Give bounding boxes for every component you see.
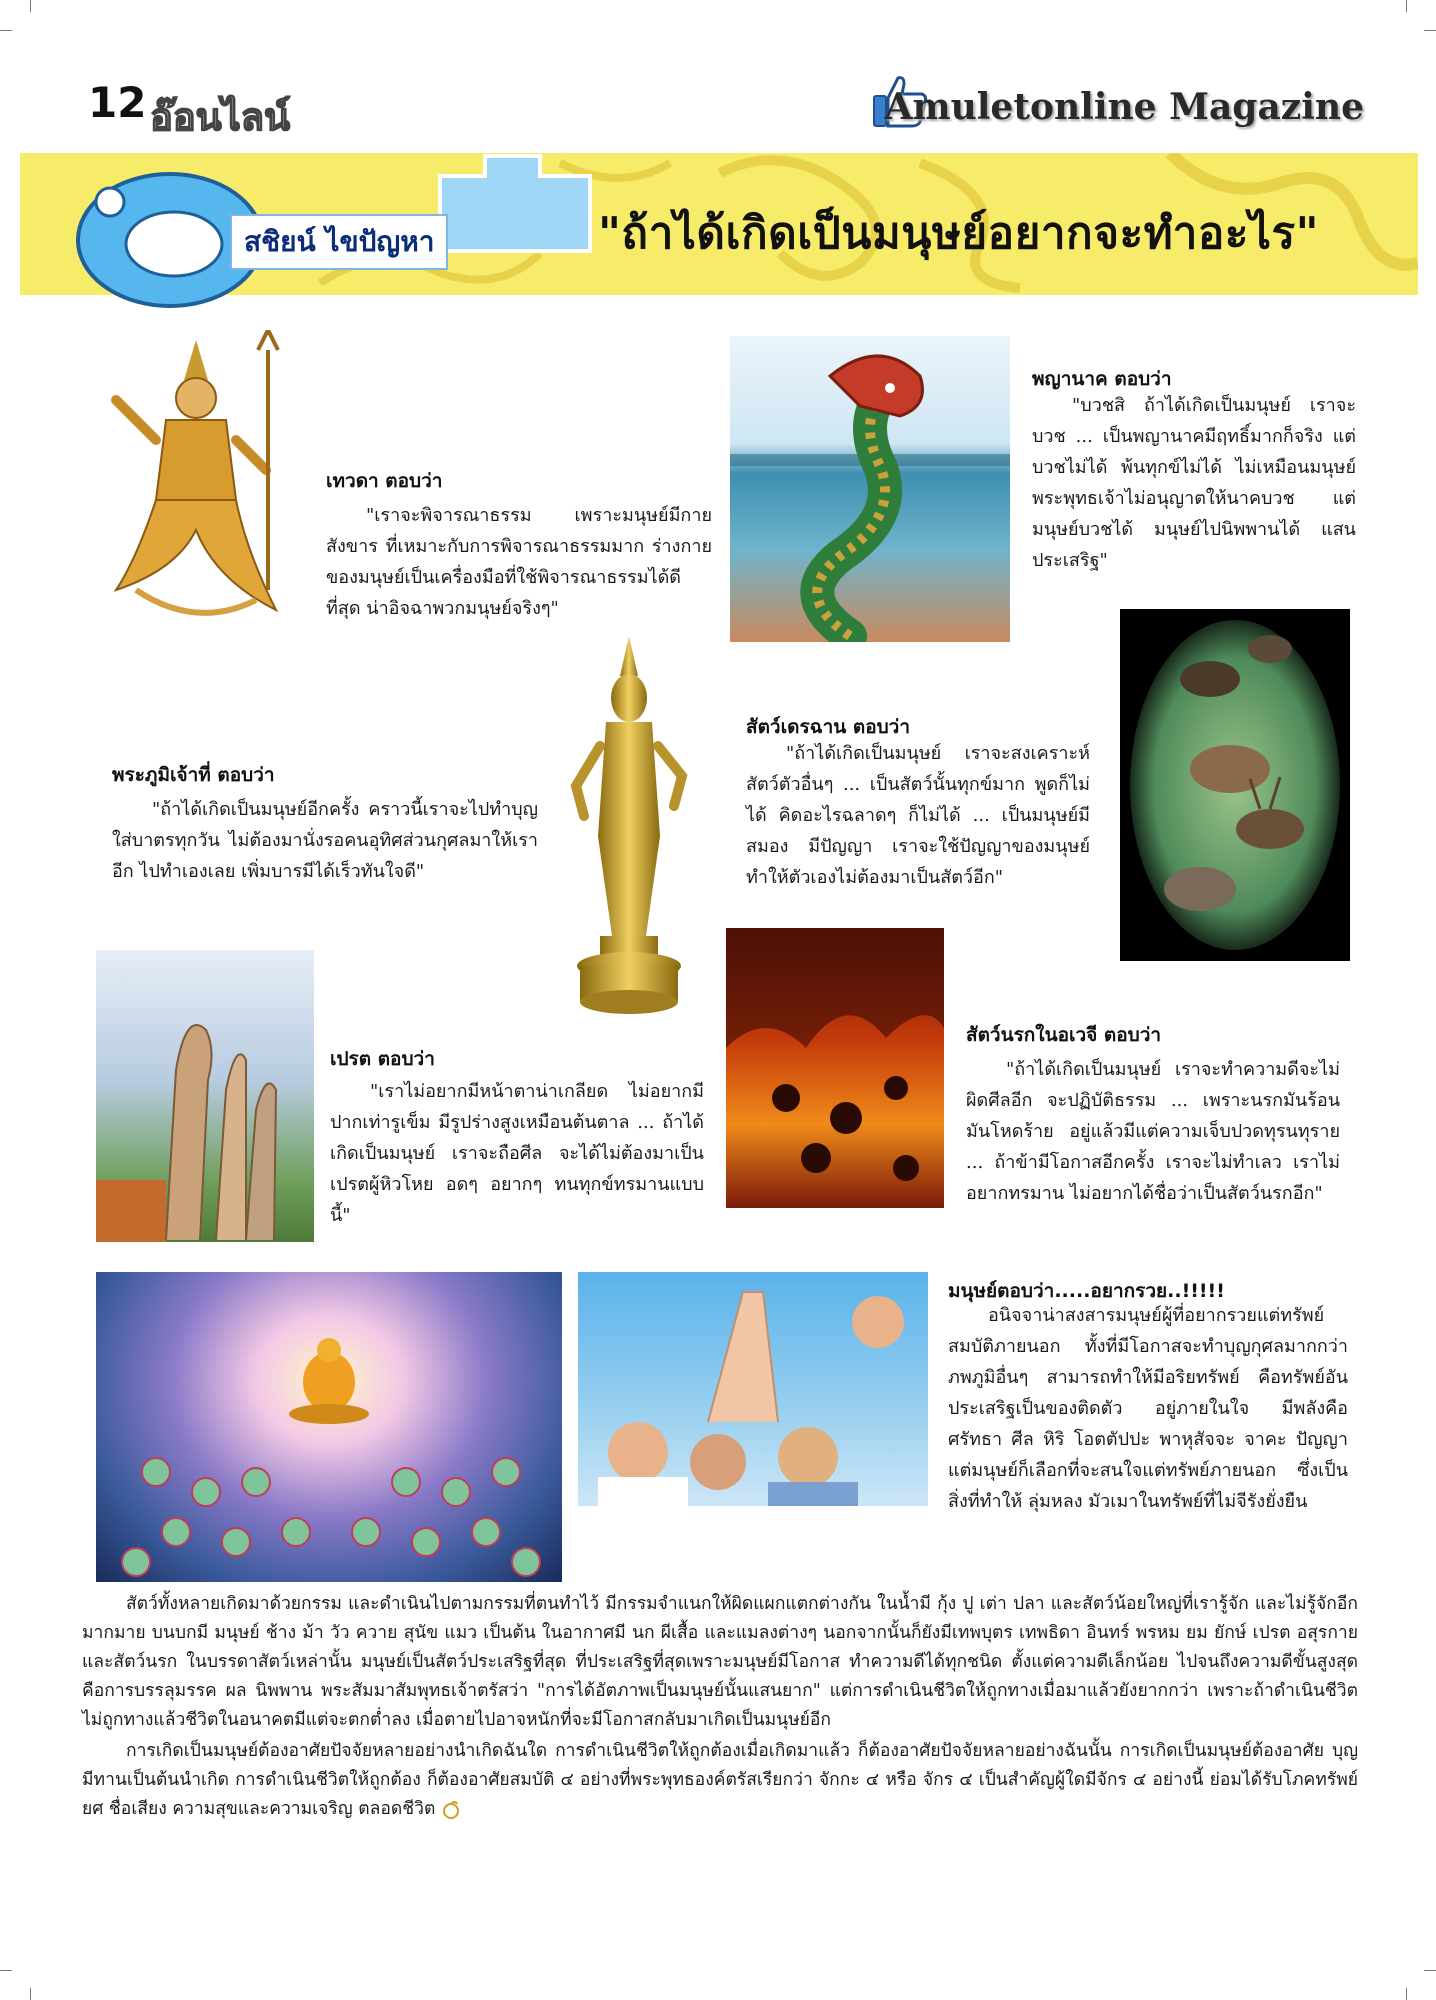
- preta-quote: "เราไม่อยากมีหน้าตาน่าเกลียด ไม่อยากมีปากเท่ารูเข็ม มีรูปร่างสูงเหมือนต้นตาล ... ถ้าได้เกิดเป็นมนุษย์ เราจะถือศีล จะได้ไม่ต้องมาเป็นเปรตผู้หิวโหย อดๆ อยากๆ ทนทุกข์ทรมานแบบนี้": [330, 1081, 704, 1226]
- human-speaker: มนุษย์ตอบว่า.....อยากรวย..!!!!!: [948, 1280, 1225, 1302]
- animal-quote: "ถ้าได้เกิดเป็นมนุษย์ เราจะสงเคราะห์สัตว์ตัวอื่นๆ ... เป็นสัตว์นั้นทุกข์มาก พูดก็ไม่ได้ คิดอะไรฉลาดๆ ก็ไม่ได้ ... เป็นมนุษย์มีสมอง มีปัญญา เราจะใช้ปัญญาของมนุษย์ทำให้ตัวเองไม่ต้องมาเป็นสัตว์อีก": [746, 743, 1090, 888]
- body-paragraph-2: [82, 1737, 1358, 1824]
- preta-speaker: เปรต ตอบว่า: [330, 1048, 435, 1070]
- animal-speaker: สัตว์เดรฉาน ตอบว่า: [746, 716, 911, 738]
- animals-collage: [1120, 609, 1350, 961]
- crop-mark: [0, 30, 12, 31]
- column-name: สชิยน์ ไขปัญหา: [230, 214, 448, 270]
- crop-mark: [1424, 1970, 1436, 1971]
- body-text: [82, 1590, 1358, 1824]
- bhumi-speaker: พระภูมิเจ้าที่ ตอบว่า: [112, 764, 275, 786]
- naga-speaker: พญานาค ตอบว่า: [1032, 368, 1172, 390]
- devata-illustration: [96, 330, 296, 630]
- naga-illustration: [730, 336, 1010, 642]
- crop-mark: [1406, 1988, 1407, 2000]
- body-paragraph-1: สัตว์ทั้งหลายเกิดมาด้วยกรรม และดำเนินไปตามกรรมที่ตนทำไว้ มีกรรมจำแนกให้ผิดแผกแตกต่างกัน ในน้ำมี กุ้ง ปู เต่า ปลา และสัตว์น้อยใหญ่ที่เรารู้จัก และไม่รู้จักอีกมากมาย บนบกมี มนุษย์ ช้าง ม้า วัว ควาย สุนัข แมว เป็นต้น ในอากาศมี นก ผีเสื้อ และแมลงต่างๆ นอกจากนั้นก็ยังมีเทพบุตร เทพธิดา อินทร์ พรหม ยม ยักษ์ เปรต อสุรกาย และสัตว์นรก ในบรรดาสัตว์เหล่านั้น มนุษย์เป็นสัตว์ประเสริฐที่สุด ที่ประเสริฐที่สุดเพราะมนุษย์มีโอกาส ทำความดีได้ทุกชนิด ตั้งแต่ความดีเล็กน้อย ไปจนถึงความดีขั้นสูงสุด คือการบรรลุมรรค ผล นิพพาน พระสัมมาสัมพุทธเจ้าตรัสว่า "การได้อัตภาพเป็นมนุษย์นั้นแสนยาก" แต่การดำเนินชีวิตให้ถูกทางเมื่อมาแล้วยังยากกว่า เพราะถ้าดำเนินชีวิตไม่ถูกทางแล้วชีวิตในอนาคตมีแต่จะตกต่ำลง เมื่อตายไปอาจหนักที่จะมีโอกาสกลับมาเกิดเป็นมนุษย์อีก: [82, 1594, 1358, 1730]
- human-quote: อนิจจาน่าสงสารมนุษย์ผู้ที่อยากรวยแต่ทรัพย์สมบัติภายนอก ทั้งที่มีโอกาสจะทำบุญกุศลมากกว่าภพภูมิอื่นๆ สามารถทำให้มีอริยทรัพย์ คือทรัพย์อันประเสริฐเป็นของติดตัว อยู่ภายในใจ มีพลังคือ ศรัทธา ศีล หิริ โอตตัปปะ พาหุสัจจะ จาคะ ปัญญา แต่มนุษย์ก็เลือกที่จะสนใจแต่ทรัพย์ภายนอก ซึ่งเป็นสิ่งที่ทำให้ ลุ่มหลง มัวเมาในทรัพย์ที่ไม่จีรังยั่งยืน: [948, 1305, 1348, 1512]
- page-number: 12: [88, 78, 147, 127]
- body-paragraph-2-text: การเกิดเป็นมนุษย์ต้องอาศัยปัจจัยหลายอย่างนำเกิดฉันใด การดำเนินชีวิตให้ถูกต้องเมื่อเกิดมาแล้ว ก็ต้องอาศัยปัจจัยหลายอย่างฉันนั้น การเกิดเป็นมนุษย์ต้องอาศัย บุญ มีทานเป็นต้นนำเกิด การดำเนินชีวิตให้ถูกต้อง ก็ต้องอาศัยสมบัติ ๔ อย่างที่พระพุทธองค์ตรัสเรียกว่า จักกะ ๔ หรือ จักร ๔ เป็นสำคัญผู้ใดมีจักร ๔ อย่างนี้ ย่อมได้รับโภคทรัพย์ ยศ ชื่อเสียง ความสุขและความเจริญ ตลอดชีวิต: [82, 1741, 1358, 1819]
- magazine-brand: Amuletonline Magazine: [884, 86, 1364, 128]
- hell-painting: [726, 928, 944, 1208]
- crop-mark: [30, 1988, 31, 2000]
- crop-mark: [0, 1970, 12, 1971]
- puzzle-shape: [430, 146, 600, 256]
- bhumi-quote: "ถ้าได้เกิดเป็นมนุษย์อีกครั้ง คราวนี้เราจะไปทำบุญใส่บาตรทุกวัน ไม่ต้องมานั่งรอคนอุทิศส่วนกุศลมาให้เราอีก ไปทำเองเลย เพิ่มบารมีได้เร็วทันใจดี": [112, 799, 538, 882]
- devata-quote: "เราจะพิจารณาธรรม เพราะมนุษย์มีกายสังขาร ที่เหมาะกับการพิจารณาธรรมมาก ร่างกายของมนุษย์เป็นเครื่องมือที่ใช้พิจารณาธรรมได้ดีที่สุด น่าอิจฉาพวกมนุษย์จริงๆ": [326, 505, 712, 619]
- buddha-assembly-painting: [96, 1272, 562, 1582]
- people-high-five-photo: [578, 1272, 928, 1506]
- end-mark-icon: [441, 1800, 461, 1820]
- section-logo: อ๊อนไลน์: [150, 94, 290, 139]
- golden-buddha-statue: [556, 636, 702, 1020]
- crop-mark: [30, 0, 31, 12]
- naga-quote: "บวชสิ ถ้าได้เกิดเป็นมนุษย์ เราจะบวช ... เป็นพญานาคมีฤทธิ์มากก็จริง แต่บวชไม่ได้ พ้นทุกข์ไม่ได้ ไม่เหมือนมนุษย์ พระพุทธเจ้าไม่อนุญาตให้นาคบวช แต่มนุษย์บวชได้ มนุษย์ไปนิพพานได้ แสนประเสริฐ": [1032, 395, 1356, 571]
- devata-speaker: เทวดา ตอบว่า: [326, 470, 443, 492]
- crop-mark: [1424, 30, 1436, 31]
- hell-speaker: สัตว์นรกในอเวจี ตอบว่า: [966, 1024, 1162, 1046]
- crop-mark: [1406, 0, 1407, 12]
- hell-quote: "ถ้าได้เกิดเป็นมนุษย์ เราจะทำความดีจะไม่ผิดศีลอีก จะปฏิบัติธรรม ... เพราะนรกมันร้อน มันโหดร้าย อยู่แล้วมีแต่ความเจ็บปวดทุรนทุราย ... ถ้าข้ามีโอกาสอีกครั้ง เราจะไม่ทำเลว เราไม่อยากทรมาน ไม่อยากได้ชื่อว่าเป็นสัตว์นรกอีก": [966, 1059, 1340, 1204]
- preta-illustration: [96, 950, 314, 1242]
- article-title: "ถ้าได้เกิดเป็นมนุษย์อยากจะทำอะไร": [598, 208, 1320, 259]
